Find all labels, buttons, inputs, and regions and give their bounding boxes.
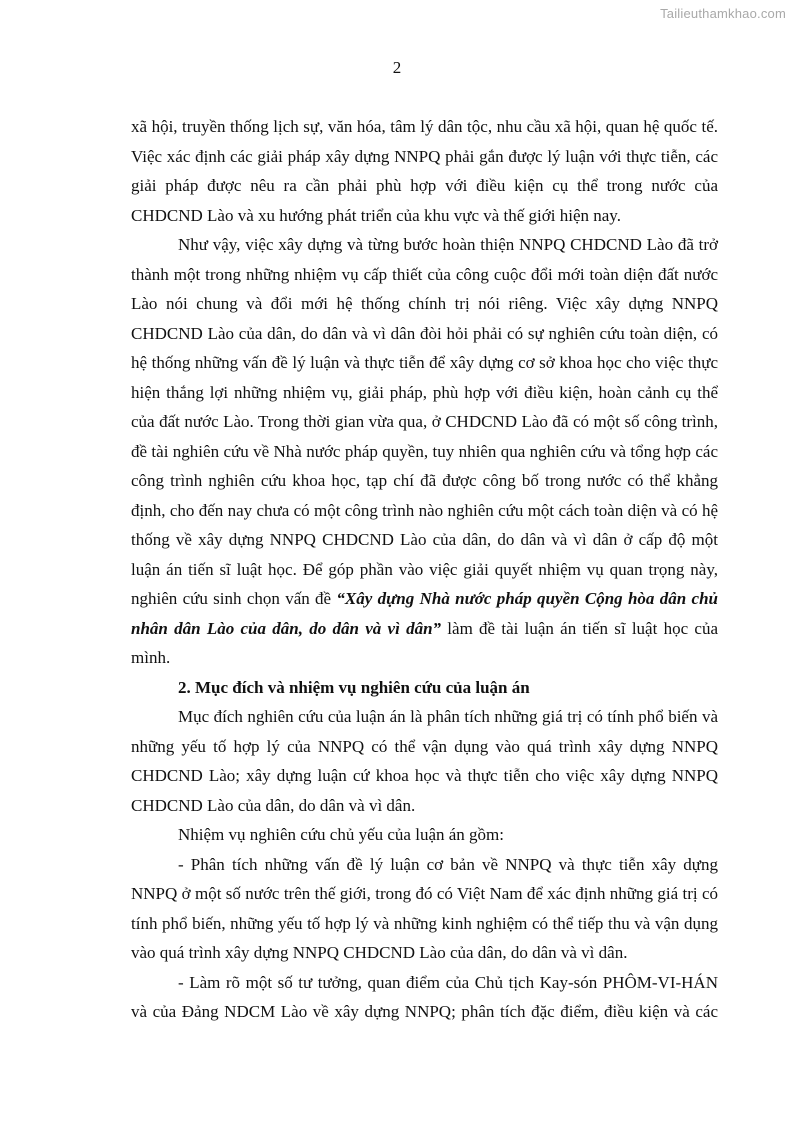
section-heading: 2. Mục đích và nhiệm vụ nghiên cứu của luận án [178,677,530,697]
paragraph-rationale [131,230,718,673]
paragraph-rationale-text: Như vậy, việc xây dựng và từng bước hoàn thiện NNPQ CHDCND Lào đã trở thành một trong những nhiệm vụ cấp thiết của công cuộc đổi mới toàn diện đất nước Lào nói chung và đổi mới hệ thống chính trị nói riêng. Việc xây dựng NNPQ CHDCND Lào của dân, do dân và vì dân đòi hỏi phải có sự nghiên cứu toàn diện, có hệ thống những vấn đề lý luận và thực tiễn để xây dựng cơ sở khoa học cho việc thực hiện thắng lợi những nhiệm vụ, giải pháp, phù hợp với điều kiện, hoàn cảnh cụ thể của đất nước Lào. Trong thời gian vừa qua, ở CHDCND Lào đã có một số công trình, đề tài nghiên cứu về Nhà nước pháp quyền, tuy nhiên qua nghiên cứu và tổng hợp các công trình nghiên cứu khoa học, tạp chí đã được công bố trong nước có thể khẳng định, cho đến nay chưa có một công trình nào nghiên cứu một cách toàn diện và có hệ thống về xây dựng NNPQ CHDCND Lào của dân, do dân và vì dân ở cấp độ một luận án tiến sĩ luật học. Để góp phần vào việc giải quyết nhiệm vụ quan trọng này, nghiên cứu sinh chọn vấn đề [131,235,718,608]
list-item-task-2: - Làm rõ một số tư tưởng, quan điểm của Chủ tịch Kay-són PHÔM-VI-HÁN và của Đảng NDCM Lào về xây dựng NNPQ; phân tích đặc điểm, điều kiện và các [131,972,718,1021]
thesis-title: “Xây dựng Nhà nước pháp quyền Cộng hòa dân chủ nhân dân Lào của dân, do dân và vì dân” [131,589,718,638]
watermark: Tailieuthamkhao.com [660,6,786,21]
paragraph-purpose: Mục đích nghiên cứu của luận án là phân tích những giá trị có tính phổ biến và những yếu tố hợp lý của NNPQ có thể vận dụng vào quá trình xây dựng NNPQ CHDCND Lào; xây dựng luận cứ khoa học và thực tiễn cho việc xây dựng NNPQ CHDCND Lào của dân, do dân và vì dân. [131,707,718,815]
page-number: 2 [392,58,402,77]
list-item-task-1: - Phân tích những vấn đề lý luận cơ bản về NNPQ và thực tiễn xây dựng NNPQ ở một số nước trên thế giới, trong đó có Việt Nam để xác định những giá trị có tính phổ biến, những yếu tố hợp lý và những kinh nghiệm có thể tiếp thu và vận dụng vào quá trình xây dựng NNPQ CHDCND Lào của dân, do dân và vì dân. [131,854,718,962]
paragraph-rationale-end: làm đề tài luận án tiến sĩ luật học của mình. [131,618,718,667]
paragraph-intro-continuation: xã hội, truyền thống lịch sự, văn hóa, tâm lý dân tộc, nhu cầu xã hội, quan hệ quốc tế. Việc xác định các giải pháp xây dựng NNPQ phải gắn được lý luận với thực tiễn, các giải pháp được nêu ra cần phải phù hợp với điều kiện cụ thể trong nước của CHDCND Lào và xu hướng phát triển của khu vực và thế giới hiện nay. [131,117,718,225]
paragraph-tasks-intro: Nhiệm vụ nghiên cứu chủ yếu của luận án gồm: [178,825,504,844]
body-text [131,112,718,1027]
